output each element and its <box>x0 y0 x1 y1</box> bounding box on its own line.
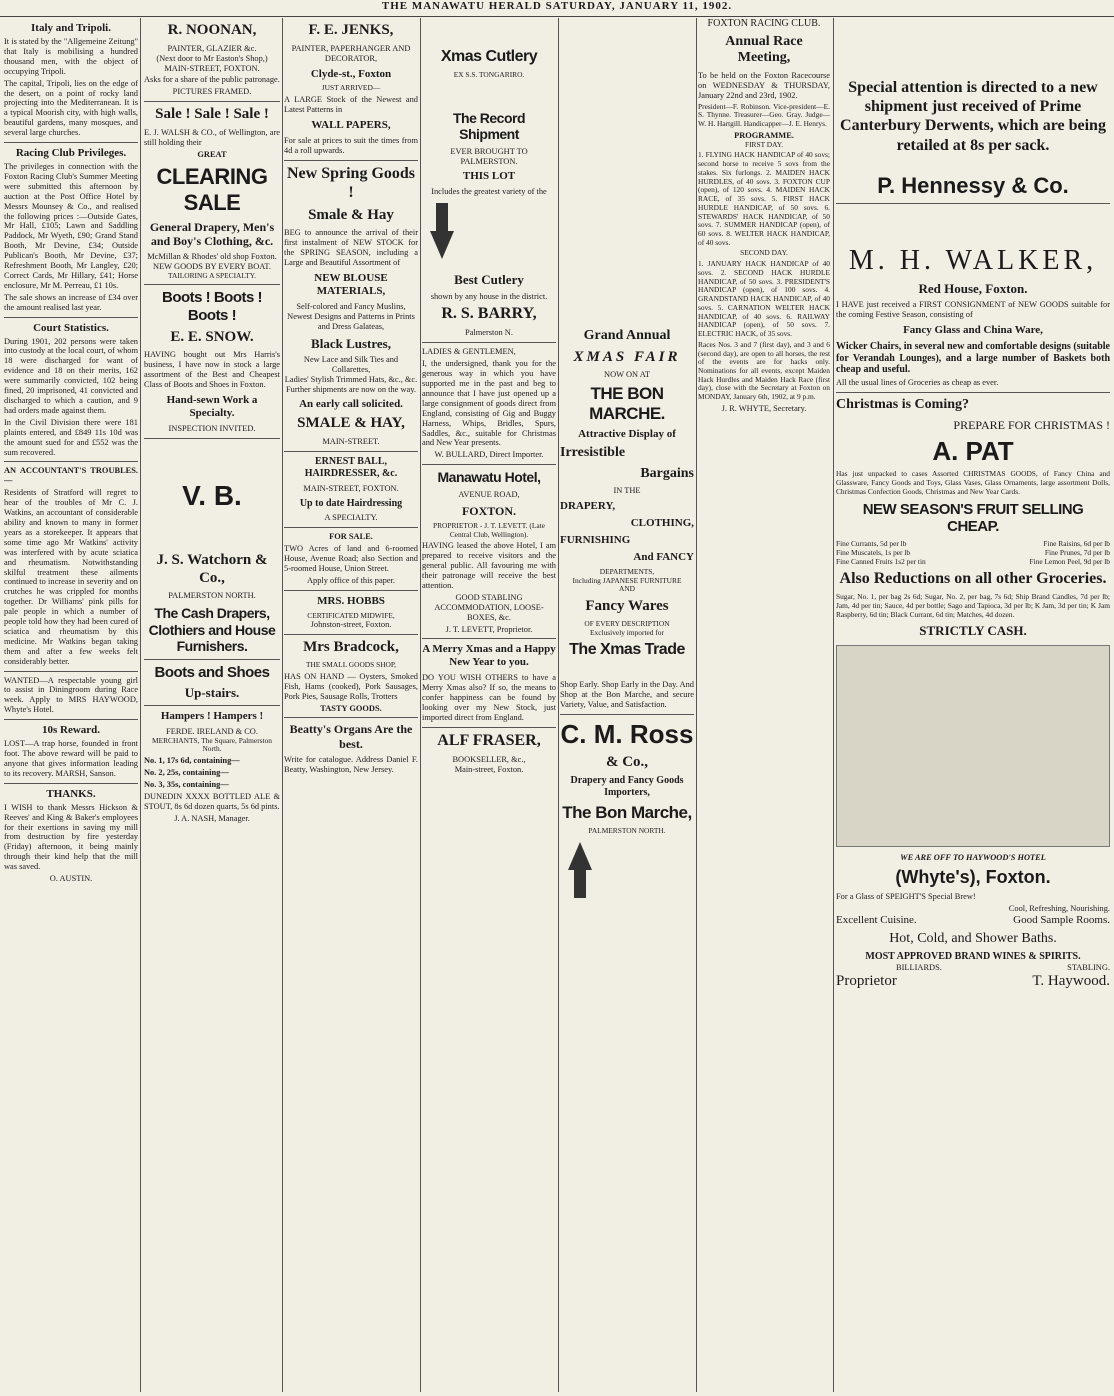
ad-line: Best Cutlery <box>454 272 524 288</box>
signature: J. A. NASH, Manager. <box>174 813 250 823</box>
address: Johnston-street, Foxton. <box>310 620 392 630</box>
feature: T. Haywood. <box>1032 972 1110 989</box>
ad-line: PROPRIETOR - J. T. LEVETT. (Late Central Club, Wellington). <box>433 520 545 539</box>
price-item: Fine Lemon Peel, 9d per lb <box>1029 556 1110 566</box>
ad-line: DRAPERY, <box>560 500 616 513</box>
address: MAIN-STREET. <box>322 437 380 447</box>
advertiser-name: ALF FRASER, <box>437 731 541 749</box>
ad-line: FURNISHING <box>560 534 631 547</box>
article-text: The capital, Tripoli, lies on the edge of the desert, on a point of rocky land projecting into the Mediterranean. It is a typical Moorish city, with high walls, beautiful gardens, many mosques, and several large churches. <box>4 78 138 138</box>
ad-line: Up-stairs. <box>184 685 240 701</box>
ad-line: Hot, Cold, and Shower Baths. <box>889 930 1057 946</box>
ad-text: A LARGE Stock of the Newest and Latest Patterns in <box>284 95 418 115</box>
divider <box>422 342 556 343</box>
feature: Proprietor <box>836 972 897 989</box>
advertiser-name: Mrs Bradcock, <box>303 639 399 656</box>
headline: 10s Reward. <box>41 724 101 737</box>
boots-heading: Boots ! Boots ! Boots ! <box>162 289 262 325</box>
article-text: The sale shows an increase of £34 over the amount realised last year. <box>4 292 138 312</box>
column-4 <box>422 18 556 1392</box>
advertiser-name: Beatty's Organs Are the best. <box>289 722 413 751</box>
ad-line: CERTIFICATED MIDWIFE, <box>307 610 395 620</box>
ad-heading: A Merry Xmas and a Happy New Year to you. <box>422 643 556 669</box>
divider <box>4 461 138 462</box>
divider <box>4 719 138 720</box>
ad-line: Bargains <box>640 465 694 481</box>
ad-heading: The Record Shipment <box>452 109 525 143</box>
pointing-hand-icon <box>560 840 600 900</box>
sale-heading: Sale ! Sale ! Sale ! <box>155 106 269 123</box>
ad-text: I, the undersigned, thank you for the generous way in which you have supported me in the past and beg to announce that I have just opened up a large consignment of goods direct from England, consisting of Gig and Buggy Harness, Whips, Bridles, Spurs, Saddles, &c., suitable for Christmas and New Year presents. <box>422 359 556 448</box>
feature-row <box>836 914 1110 927</box>
advertiser-name: & Co., <box>605 753 649 770</box>
ad-text: For sale at prices to suit the times from 4d a roll upwards. <box>284 135 418 155</box>
address: Clyde-st., Foxton <box>310 67 392 80</box>
ad-line: General Drapery, Men's and Boy's Clothing, &c. <box>149 219 275 248</box>
divider <box>4 671 138 672</box>
trade: PAINTER, GLAZIER &c. <box>167 43 257 53</box>
advertiser-name: J. S. Watchorn & Co., <box>156 551 268 586</box>
ad-line: Black Lustres, <box>311 335 391 351</box>
divider <box>144 438 280 439</box>
ad-line: Including JAPANESE FURNITURE <box>572 575 682 585</box>
article-text: Residents of Stratford will regret to hear of the troubles of Mr C. J. Watkins, an accountant of considerable ability and known to many in former years as a storekeeper. It appears that some time ago Mr Watkins' activity was interfered with by acute sciatica and rheumatism. Notwithstanding skilful treatment these ailments continued to increase in severity and on crutches he was crippled for months together. Dr Williams' pink pills for pale people in which a number of people told how they had been cured of sciatica and rheumatism by this medicine. Mr Watkins began taking them and after a few weeks felt considerably better. <box>4 488 138 666</box>
ad-text: All the usual lines of Groceries as cheap as ever. <box>836 378 999 388</box>
ad-text: Wicker Chairs, in several new and comfortable designs (suitable for Verandah Lounges), and a large number of Baskets both cheap and useful. <box>836 340 1110 376</box>
masthead: THE MANAWATU HERALD SATURDAY, JANUARY 11, 1902. <box>0 0 1114 17</box>
divider <box>560 714 694 715</box>
ad-text: HAVING bought out Mrs Harris's business, I have now in stock a large assortment of the Best and Cheapest Class of Boots and Shoes in Foxton. <box>144 350 280 390</box>
price-item: Fine Prunes, 7d per lb <box>1044 547 1110 557</box>
headline: Italy and Tripoli. <box>31 22 111 34</box>
address: Red House, Foxton. <box>918 280 1028 296</box>
column-rule <box>833 18 834 1392</box>
price-item: Fine Muscatels, 1s per lb <box>836 547 911 557</box>
ad-line: TASTY GOODS. <box>320 703 382 713</box>
ad-line: No. 1, 17s 6d, containing— <box>144 756 240 766</box>
headline: Racing Club Privileges. <box>15 147 127 160</box>
ad-line: CLOTHING, <box>630 517 694 530</box>
article-text: In the Civil Division there were 181 plaints entered, and £849 11s 10d was the amount sued for and £552 was the sum recovered. <box>4 417 138 457</box>
ad-text: DO YOU WISH OTHERS to have a Merry Xmas also? If so, the means to confer happiness can be found by looking over my New Stock, just imported direct from England. <box>422 673 556 722</box>
store-name: THE BON MARCHE. <box>589 384 665 424</box>
divider <box>422 464 556 465</box>
ad-heading: Xmas Cutlery <box>440 48 538 65</box>
signature: O. AUSTIN. <box>49 874 93 884</box>
ad-line: shown by any house in the district. <box>430 291 548 301</box>
ad-line: Newest Designs and Patterns in Prints and Dress Galateas, <box>287 311 415 331</box>
advertiser-name: A. PAT <box>932 435 1014 466</box>
ad-heading: STRICTLY CASH. <box>919 623 1027 639</box>
address: MAIN-STREET, FOXTON. <box>303 483 399 493</box>
ad-line: Fancy Glass and China Ware, <box>903 323 1043 336</box>
ad-heading: LADIES & GENTLEMEN, <box>422 347 516 357</box>
advertiser-name: (Whyte's), Foxton. <box>895 866 1051 887</box>
proprietor-row <box>836 973 1110 991</box>
divider <box>144 101 280 102</box>
ad-text: To be held on the Foxton Racecourse on WEDNESDAY & THURSDAY, January 22nd and 23rd, 1902. <box>698 70 830 100</box>
ad-line: Attractive Display of <box>578 428 676 441</box>
ad-line: MOST APPROVED BRAND WINES & SPIRITS. <box>865 951 1081 963</box>
divider <box>144 659 280 660</box>
signature: W. BULLARD, Direct Importer. <box>434 450 544 460</box>
ad-line: AND <box>618 584 635 594</box>
divider <box>284 717 418 718</box>
ad-line: And FANCY <box>633 551 694 564</box>
divider <box>284 634 418 635</box>
divider <box>284 590 418 591</box>
column-rule <box>282 18 283 1392</box>
ad-line: Ladies' Stylish Trimmed Hats, &c., &c. <box>284 374 418 384</box>
price-row <box>836 558 1110 567</box>
divider <box>4 317 138 318</box>
column-2 <box>144 18 280 1392</box>
ad-line: Cool, Refreshing, Nourishing. <box>1008 903 1110 913</box>
races-text: 1. FLYING HACK HANDICAP of 40 sovs; second horse to receive 5 sovs from the stakes. Six furlongs. 2. MAIDEN HACK HURDLES, of 40 sovs. 3. FOXTON CUP (open), of 120 sovs. 4. MAIDEN HACK RACE, of 35 sovs. 5. FIRST HACK HURDLE HANDICAP, of 50 sovs. 6. STEWARDS' HACK HANDICAP, of 50 sovs. 7. SUMMER HANDICAP (open), of 60 sovs. 8. WELTER HACK HANDICAP, of 40 sovs. <box>698 150 830 247</box>
feature: STABLING. <box>1067 962 1110 972</box>
ad-line: Hand-sewn Work a Specialty. <box>166 394 258 420</box>
address: PALMERSTON NORTH. <box>168 591 256 601</box>
ad-heading: Grand Annual <box>583 328 671 343</box>
ad-line: Boots and Shoes <box>154 663 270 681</box>
ad-line: Self-colored and Fancy Muslins, <box>296 301 406 311</box>
advertiser-name: SMALE & HAY, <box>297 415 405 432</box>
signature: J. T. LEVETT, Proprietor. <box>445 624 533 634</box>
feature: Excellent Cuisine. <box>836 913 917 926</box>
divider <box>422 638 556 639</box>
ad-heading: FOR SALE. <box>329 532 373 542</box>
ad-heading: Christmas is Coming? <box>836 397 970 413</box>
headline: THANKS. <box>46 787 96 800</box>
price-item: Fine Canned Fruits 1s2 per tin <box>836 556 926 566</box>
price-item: Fine Raisins, 6d per lb <box>1043 539 1110 549</box>
feature: Good Sample Rooms. <box>1013 913 1110 926</box>
ad-line: FIRST DAY. <box>744 139 784 149</box>
ad-line: A SPECIALTY. <box>324 513 378 523</box>
advertiser-name: E. E. SNOW. <box>170 328 254 345</box>
ad-line: WALL PAPERS, <box>311 119 391 132</box>
banner-text: WE ARE OFF TO HAYWOOD'S HOTEL <box>900 852 1046 862</box>
feature: BILLIARDS. <box>896 962 942 972</box>
column-rule <box>558 18 559 1392</box>
hotel-illustration <box>836 645 1110 847</box>
ad-line: NOW ON AT <box>604 370 650 380</box>
feature-row <box>836 963 1110 973</box>
ad-text: DUNEDIN XXXX BOTTLED ALE & STOUT, 8s 6d dozen quarts, 5s 6d pints. <box>144 791 280 811</box>
column-6 <box>698 18 830 1392</box>
thanks-text: I WISH to thank Messrs Hickson & Reeves' and King & Baker's employees for their exertions in saving my mill from destruction by fire yesterday (Friday) afternoon, it being mainly through their kind help that the mill was saved. <box>4 802 138 872</box>
address: MERCHANTS, The Square, Palmerston North. <box>152 735 272 754</box>
ad-text: HAVING leased the above Hotel, I am prepared to receive visitors and the general public. All favouring me with their patronage will receive the best attention. <box>422 541 556 590</box>
notes-text: Races Nos. 3 and 7 (first day), and 3 and 6 (second day), are open to all horses, the rest of the events are for hacks only. Nominations for all events, except Maiden Hack Hurdles and Maiden Hack Race (first day), close with the Secretary at Foxton on MONDAY, January 6th, 1902, at 9 p.m. <box>698 339 830 402</box>
reward-text: LOST—A trap horse, founded in front foot. The above reward will be paid to anyone that gives information leading to its recovery. MARSH, Sanson. <box>4 739 138 778</box>
ad-line: Up to date Hairdressing <box>299 497 403 509</box>
divider <box>836 203 1110 204</box>
club-heading: FOXTON RACING CLUB. <box>707 18 821 29</box>
ad-heading: NEW SEASON'S FRUIT SELLING CHEAP. <box>862 500 1084 536</box>
ad-line: OF EVERY DESCRIPTION <box>584 618 670 628</box>
ad-line: BOOKSELLER, &c., <box>452 754 526 764</box>
address: Palmerston N. <box>465 328 513 338</box>
headline: Court Statistics. <box>33 321 109 334</box>
column-rule <box>420 18 421 1392</box>
price-item: Fine Currants, 5d per lb <box>836 539 907 549</box>
column-rule <box>696 18 697 1392</box>
article-heading: AN ACCOUNTANT'S TROUBLES.— <box>4 466 138 486</box>
ad-line: THE SMALL GOODS SHOP, <box>305 660 397 670</box>
column-7 <box>836 18 1110 1392</box>
trade: PAINTER, PAPERHANGER AND DECORATOR, <box>291 43 411 63</box>
ad-line: TAILORING A SPECIALTY. <box>168 270 256 280</box>
ad-heading: XMAS FAIR <box>573 348 681 365</box>
ad-line: SECOND DAY. <box>740 248 788 258</box>
ad-line: Fancy Wares <box>585 598 669 615</box>
article-text: The privileges in connection with the Foxton Racing Club's Summer Meeting were submitted this afternoon by auction at the Post Office Hotel by Messrs Mounsey & Co., and realised the following prices :—Outside Gates, Mr Hall, £105; Lawn and Saddling Paddock, Mr Wyeth, £90; Grand Stand Booth, Mr Devine, £34; Outside Publican's Booth, Mr Devine, £37; Refreshment Booth, Mr Langley, £20; Correct Cards, Mr Hillary, £41; Horse enclosure, Mr M. Perreau, £1 10s. <box>4 162 138 290</box>
address: Main-street, Foxton. <box>454 764 524 774</box>
ad-text: E. J. WALSH & CO., of Wellington, are still holding their <box>144 127 280 147</box>
ad-line: IN THE <box>613 486 641 496</box>
advertiser-name: C. M. Ross <box>560 718 694 749</box>
ad-text: Has just unpacked to cases Assorted CHRISTMAS GOODS, of Fancy China and Glassware, Fancy Goods and Toys, Glass Vases, Glass Ornaments, large assortment Dolls, Christmas Confection Goods, Christmas and New Year Cards. <box>836 469 1110 496</box>
advertiser-name: F. E. JENKS, <box>308 22 394 38</box>
ad-heading: PREPARE FOR CHRISTMAS ! <box>953 417 1110 432</box>
address: PALMERSTON NORTH. <box>588 825 666 835</box>
ad-text: Asks for a share of the public patronage. <box>144 75 280 85</box>
ad-line: PICTURES FRAMED. <box>172 87 252 97</box>
ad-line: No. 3, 35s, containing— <box>144 779 229 789</box>
article-text: It is stated by the "Allgemeine Zeitung" that Italy is mobilising a hundred thousand men, with the object of occupying Tripoli. <box>4 36 138 76</box>
divider <box>284 160 418 161</box>
advertiser-name: P. Hennessy & Co. <box>877 172 1069 198</box>
ad-line: GREAT <box>197 149 227 159</box>
ad-line: An early call solicited. <box>299 398 403 411</box>
pointing-hand-icon <box>422 201 462 261</box>
advertiser-name: V. B. <box>182 479 242 511</box>
article-text: During 1901, 202 persons were taken into custody at the local court, of whom 18 were discharged for want of evidence and 18 on their merits, 162 were summarily convicted, 102 being fined, 20 imprisoned, 41 convicted and discharged to which a caution, and 9 had orders made against them. <box>4 336 138 415</box>
ad-line: EVER BROUGHT TO PALMERSTON. <box>450 146 528 166</box>
ad-text: I HAVE just received a FIRST CONSIGNMENT of NEW GOODS suitable for the coming Festive Season, consisting of <box>836 300 1110 319</box>
column-3 <box>284 18 418 1392</box>
column-rule <box>140 18 141 1392</box>
advertiser-name: ERNEST BALL, HAIRDRESSER, &c. <box>304 456 398 479</box>
ad-line: Drapery and Fancy Goods Importers, <box>570 775 684 799</box>
ad-line: DEPARTMENTS, <box>599 566 655 576</box>
divider <box>284 527 418 528</box>
ad-text: BEG to announce the arrival of their first instalment of NEW STOCK for the SPRING SEASON, including a Large and Beautiful Assortment of <box>284 228 418 267</box>
races-text: 1. JANUARY HACK HANDICAP of 40 sovs. 2. SECOND HACK HURDLE HANDICAP, of 50 sovs. 3. PRESIDENT'S HANDICAP (open), of 100 sovs. 4. GRANDSTAND HACK HANDICAP, of 40 sovs. 5. CARNATION WELTER HACK HANDICAP, of 40 sovs. 6. RAILWAY HANDICAP (open), of 50 sovs. 7. ELECTRIC HACK, of 35 sovs. <box>698 259 830 339</box>
ad-heading: Also Reductions on all other Groceries. <box>839 570 1107 588</box>
ad-text: Write for catalogue. Address Daniel F. Beatty, Washington, New Jersey. <box>284 754 418 774</box>
divider <box>4 142 138 143</box>
ad-heading: New Spring Goods ! <box>286 164 416 201</box>
ad-line: The Cash Drapers, Clothiers and House Furnishers. <box>148 605 276 655</box>
ad-text: Sugar, No. 1, per bag 2s 6d; Sugar, No. 2, per bag, 7s 6d; Ship Brand Candles, 7d per lb; Jam, 4d per tin; Sauce, 4d per bottle; Sago and Tapioca, 3d per lb; K Jam, 3d per tin; K Jam Raspberry, 6d tin; Black Currant, 6d tin; Matches, 4d dozen. <box>836 592 1110 619</box>
divider <box>144 284 280 285</box>
ad-line: Irresistible <box>560 445 626 461</box>
wanted-ad: WANTED—A respectable young girl to assist in Diningroom during Race week. Apply to MRS HAYWOOD, Whyte's Hotel. <box>4 675 138 715</box>
ad-text: TWO Acres of land and 6-roomed House, Avenue Road; also Section and 5-roomed House, Union Street. <box>284 544 418 573</box>
hampers-heading: Hampers ! Hampers ! <box>160 709 264 722</box>
ad-line: The Xmas Trade <box>569 641 685 659</box>
column-1 <box>4 18 138 1392</box>
advertiser-name: Manawatu Hotel, <box>437 469 541 486</box>
ad-line: NEW BLOUSE MATERIALS, <box>314 271 388 297</box>
ad-line: JUST ARRIVED— <box>321 83 381 93</box>
advertiser-name: R. S. BARRY, <box>441 305 537 323</box>
ad-line: EX S.S. TONGARIRO. <box>453 69 525 79</box>
ad-heading: Special attention is directed to a new shipment just received of Prime Canterbury Derwents, which are being retailed at 8s per sack. <box>840 79 1106 154</box>
divider <box>284 451 418 452</box>
clearing-sale-heading: CLEARING SALE <box>156 163 268 215</box>
ad-line: Includes the greatest variety of the <box>431 187 547 197</box>
address: FOXTON. <box>461 503 517 518</box>
advertiser-name: Smale & Hay <box>308 206 394 223</box>
ad-text: For a Glass of SPEIGHT'S Special Brew! <box>836 891 976 901</box>
advertiser-name: M. H. WALKER, <box>848 244 1098 276</box>
column-5 <box>560 18 694 1392</box>
ad-line: No. 2, 25s, containing— <box>144 768 229 778</box>
signature: J. R. WHYTE, Secretary. <box>721 403 807 413</box>
ad-line: New Lace and Silk Ties and Collarettes, <box>303 354 399 374</box>
ad-heading: Annual Race Meeting, <box>725 33 803 66</box>
ad-line: Further shipments are now on the way. <box>286 384 416 394</box>
address: AVENUE ROAD, <box>458 489 520 499</box>
advertiser-name: FERDE. IRELAND & CO. <box>166 726 258 736</box>
ad-line: GOOD STABLING ACCOMMODATION, LOOSE-BOXES, &c. <box>434 592 544 622</box>
ad-text: Shop Early. Shop Early in the Day. And Shop at the Bon Marche, and secure Variety, Value, and Satisfaction. <box>560 680 694 710</box>
ad-line: PROGRAMME. <box>734 130 794 140</box>
ad-line: McMillan & Rhodes' old shop Foxton. <box>147 251 277 261</box>
divider <box>144 705 280 706</box>
ad-line: NEW GOODS BY EVERY BOAT. <box>153 261 271 271</box>
divider <box>422 727 556 728</box>
address: (Next door to Mr Easton's Shop,) MAIN-STREET, FOXTON. <box>156 53 268 73</box>
advertiser-name: MRS. HOBBS <box>317 594 385 607</box>
divider <box>4 783 138 784</box>
store-name: The Bon Marche, <box>562 802 692 822</box>
ad-line: Exclusively imported for <box>590 627 664 637</box>
officers-text: President—F. Robinson. Vice-president—E. S. Thynne. Treasurer—Geo. Gray. Judge—W. H. Hartgill. Handicapper—J. E. Henrys. <box>698 101 830 129</box>
ad-text: HAS ON HAND — Oysters, Smoked Fish, Hams (cooked), Pork Sausages, Pork Pies, Sausage Rolls, Trotters <box>284 671 418 701</box>
ad-line: THIS LOT <box>462 170 516 183</box>
divider <box>836 392 1110 393</box>
advertiser-name: R. NOONAN, <box>167 22 257 38</box>
ad-line: Apply office of this paper. <box>307 575 395 585</box>
ad-line: INSPECTION INVITED. <box>168 424 256 434</box>
